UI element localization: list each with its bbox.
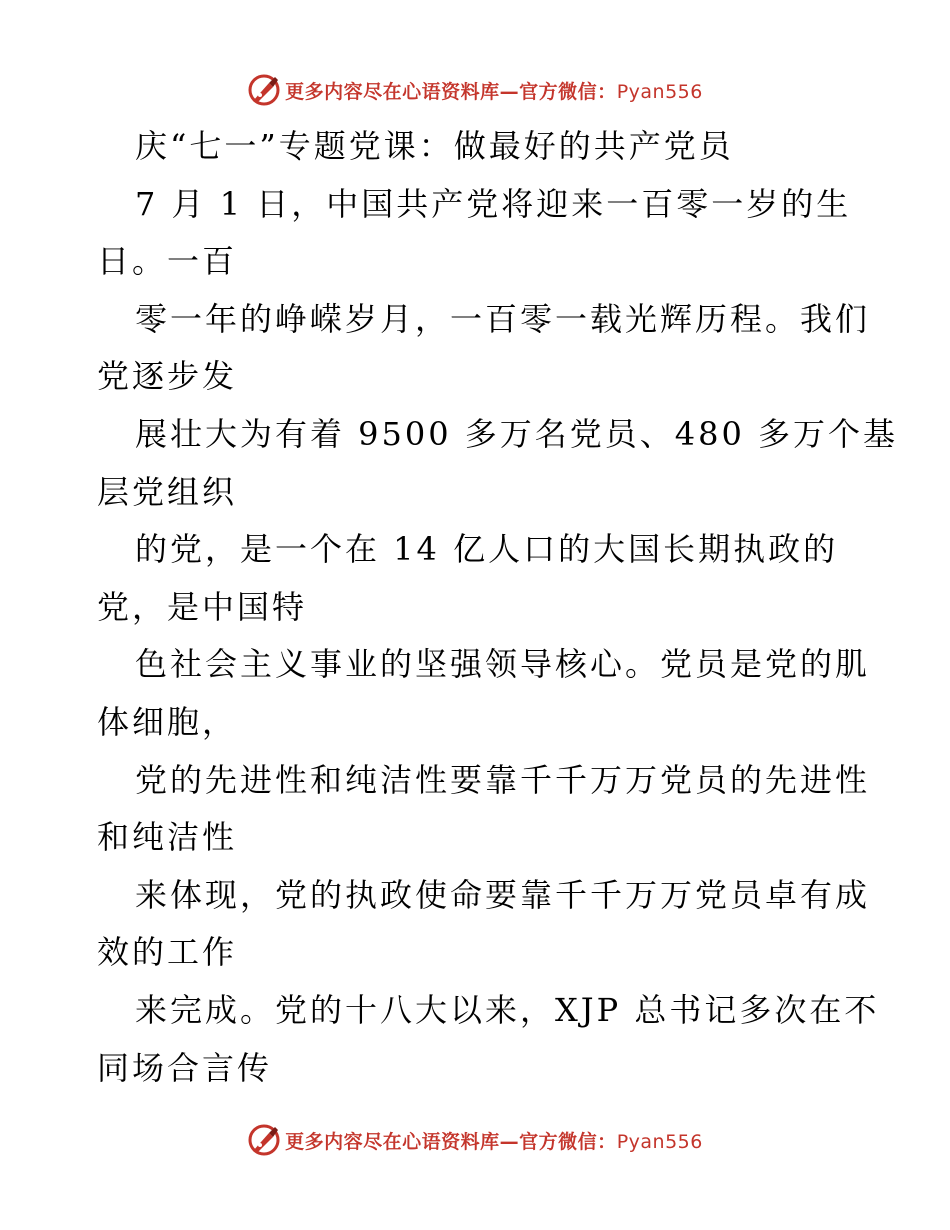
pen-logo-icon [247,1123,281,1157]
header-banner-dash: — [499,80,520,103]
header-banner-text [285,77,703,104]
text-line: 党的先进性和纯洁性要靠千千万万党员的先进性 [135,760,871,799]
text-line: 来完成。党的十八大以来，XJP 总书记多次在不 [135,990,880,1029]
pen-logo-icon [247,73,281,107]
footer-wechat-label: 官方微信： [519,1130,617,1153]
text-line: 的党，是一个在 14 亿人口的大国长期执政的 [135,530,839,569]
text-line: 日。一百 [97,242,238,281]
text-line: 和纯洁性 [97,818,238,857]
text-line: 同场合言传 [97,1048,273,1087]
footer-banner [0,1120,950,1160]
header-wechat-id: Pyan556 [616,80,703,103]
text-line: 零一年的峥嵘岁月，一百零一载光辉历程。我们 [135,299,871,338]
text-line: 来体现，党的执政使命要靠千千万万党员卓有成 [135,875,871,914]
text-line: 党，是中国特 [97,587,308,626]
header-banner [0,70,950,110]
footer-banner-text [285,1127,703,1154]
header-wechat-label: 官方微信： [519,80,617,103]
document-body [97,118,899,1097]
text-line: 效的工作 [97,933,238,972]
text-line: 党逐步发 [97,357,238,396]
text-line: 体细胞， [97,702,238,741]
text-line: 层党组织 [97,472,238,511]
text-line: 7 月 1 日，中国共产党将迎来一百零一岁的生 [135,184,852,223]
footer-banner-dash: — [499,1130,520,1153]
text-line: 色社会主义事业的坚强领导核心。党员是党的肌 [135,645,871,684]
header-banner-title: 更多内容尽在心语资料库 [285,80,500,103]
footer-wechat-id: Pyan556 [616,1130,703,1153]
footer-banner-title: 更多内容尽在心语资料库 [285,1130,500,1153]
text-line: 庆“七一”专题党课：做最好的共产党员 [135,127,734,165]
text-line: 展壮大为有着 9500 多万名党员、480 多万个基 [135,414,899,453]
